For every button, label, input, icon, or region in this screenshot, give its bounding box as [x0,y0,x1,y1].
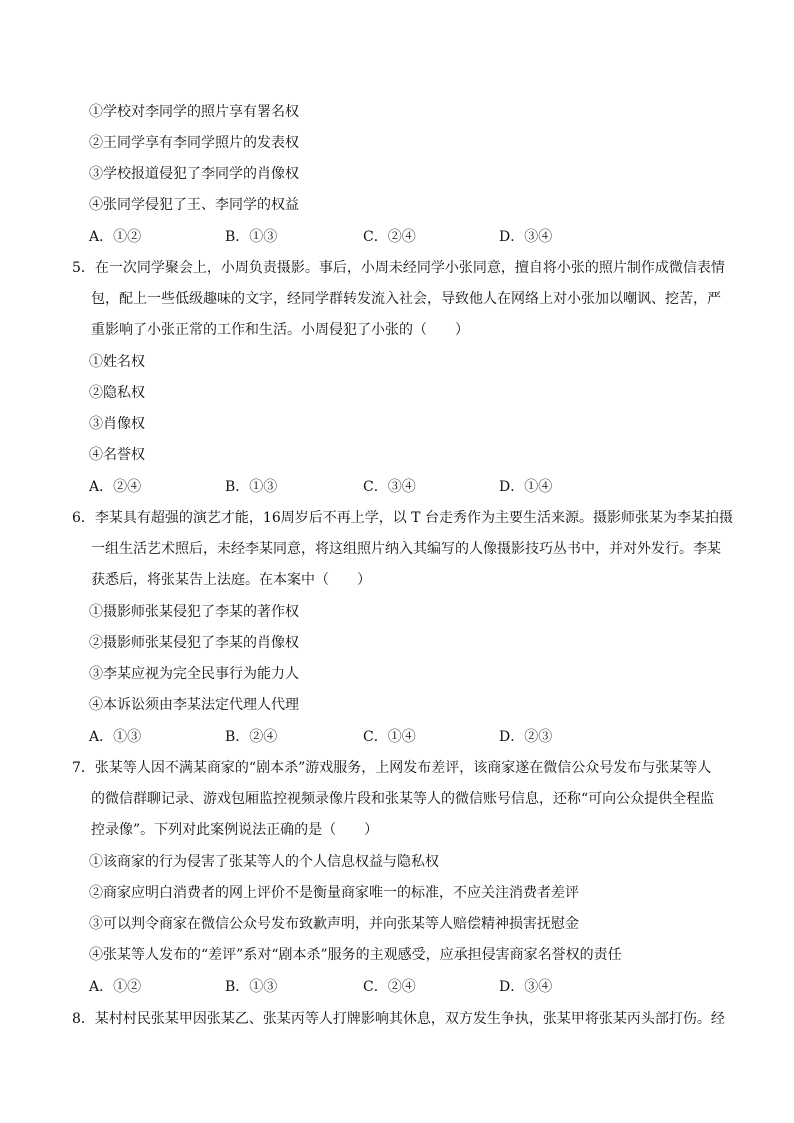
q5-stem-line-3: 重影响了小张正常的工作和生活。小周侵犯了小张的（ ） [91,322,469,338]
q8-number: 8． [72,1011,95,1027]
q6-option-2: ②摄影师张某侵犯了李某的肖像权 [89,635,299,651]
q7-choice-b: B．①③ [225,979,278,995]
q6-choice-c: C．①④ [363,729,416,745]
q8-stem-line-1: 8．某村村民张某甲因张某乙、张某丙等人打牌影响其休息，双方发生争执，张某甲将张某丙头部打伤。经 [72,1011,725,1027]
q4-choice-a: A．①② [89,229,142,245]
q7-stem-line-2: 的微信群聊记录、游戏包厢监控视频录像片段和张某等人的微信账号信息，还称“可向公众提供全程监 [91,791,715,807]
q5-choice-c: C．③④ [363,479,416,495]
q7-choices [89,977,709,997]
q5-option-4: ④名誉权 [89,447,145,463]
q6-stem-line-2: 一组生活艺术照后，未经李某同意，将这组照片纳入其编写的人像摄影技巧丛书中，并对外发行。李某 [91,541,721,557]
q5-option-3: ③肖像权 [89,416,145,432]
q4-choice-c: C．②④ [363,229,416,245]
q6-choice-b: B．②④ [225,729,278,745]
q4-option-3: ③学校报道侵犯了李同学的肖像权 [89,166,299,182]
q5-number: 5． [72,260,95,276]
q6-option-4: ④本诉讼须由李某法定代理人代理 [89,697,299,713]
q7-choice-d: D．③④ [499,979,553,995]
q4-option-2: ②王同学享有李同学照片的发表权 [89,135,299,151]
q4-choice-b: B．①③ [225,229,278,245]
q6-number: 6． [72,510,95,526]
q4-choice-d: D．③④ [499,229,553,245]
q4-option-1: ①学校对李同学的照片享有署名权 [89,104,299,120]
q6-choices [89,727,709,747]
q7-option-1: ①该商家的行为侵害了张某等人的个人信息权益与隐私权 [89,854,439,870]
q7-stem-line-3: 控录像”。下列对此案例说法正确的是（ ） [91,822,379,838]
q7-stem-line-1: 7．张某等人因不满某商家的“剧本杀”游戏服务，上网发布差评，该商家遂在微信公众号发布与张某等人 [72,760,712,776]
q6-choice-a: A．①③ [89,729,142,745]
q6-option-1: ①摄影师张某侵犯了李某的著作权 [89,604,299,620]
q5-option-2: ②隐私权 [89,385,145,401]
q6-choice-d: D．②③ [499,729,553,745]
q7-option-2: ②商家应明白消费者的网上评价不是衡量商家唯一的标准，不应关注消费者差评 [89,885,579,901]
q6-option-3: ③李某应视为完全民事行为能力人 [89,666,299,682]
q5-choice-a: A．②④ [89,479,142,495]
q7-option-4: ④张某等人发布的“差评”系对“剧本杀”服务的主观感受，应承担侵害商家名誉权的责任 [89,947,622,963]
q4-option-4: ④张同学侵犯了王、李同学的权益 [89,197,299,213]
q5-choice-d: D．①④ [499,479,553,495]
q5-option-1: ①姓名权 [89,354,145,370]
q7-number: 7． [72,760,95,776]
q7-choice-a: A．①② [89,979,142,995]
q7-option-3: ③可以判令商家在微信公众号发布致歉声明，并向张某等人赔偿精神损害抚慰金 [89,916,579,932]
q7-choice-c: C．②④ [363,979,416,995]
q5-choices [89,477,709,497]
q5-stem-line-1: 5．在一次同学聚会上，小周负责摄影。事后，小周未经同学小张同意，擅自将小张的照片制作成微信表情 [72,260,725,276]
q6-stem-line-1: 6．李某具有超强的演艺才能，16周岁后不再上学，以 T 台走秀作为主要生活来源。摄影师张某为李某拍摄 [72,510,733,526]
q4-choices [89,227,709,247]
q5-stem-line-2: 包，配上一些低级趣味的文字，经同学群转发流入社会，导致他人在网络上对小张加以嘲讽、挖苦，严 [91,291,721,307]
q6-stem-line-3: 获悉后，将张某告上法庭。在本案中（ ） [91,572,371,588]
q5-choice-b: B．①③ [225,479,278,495]
